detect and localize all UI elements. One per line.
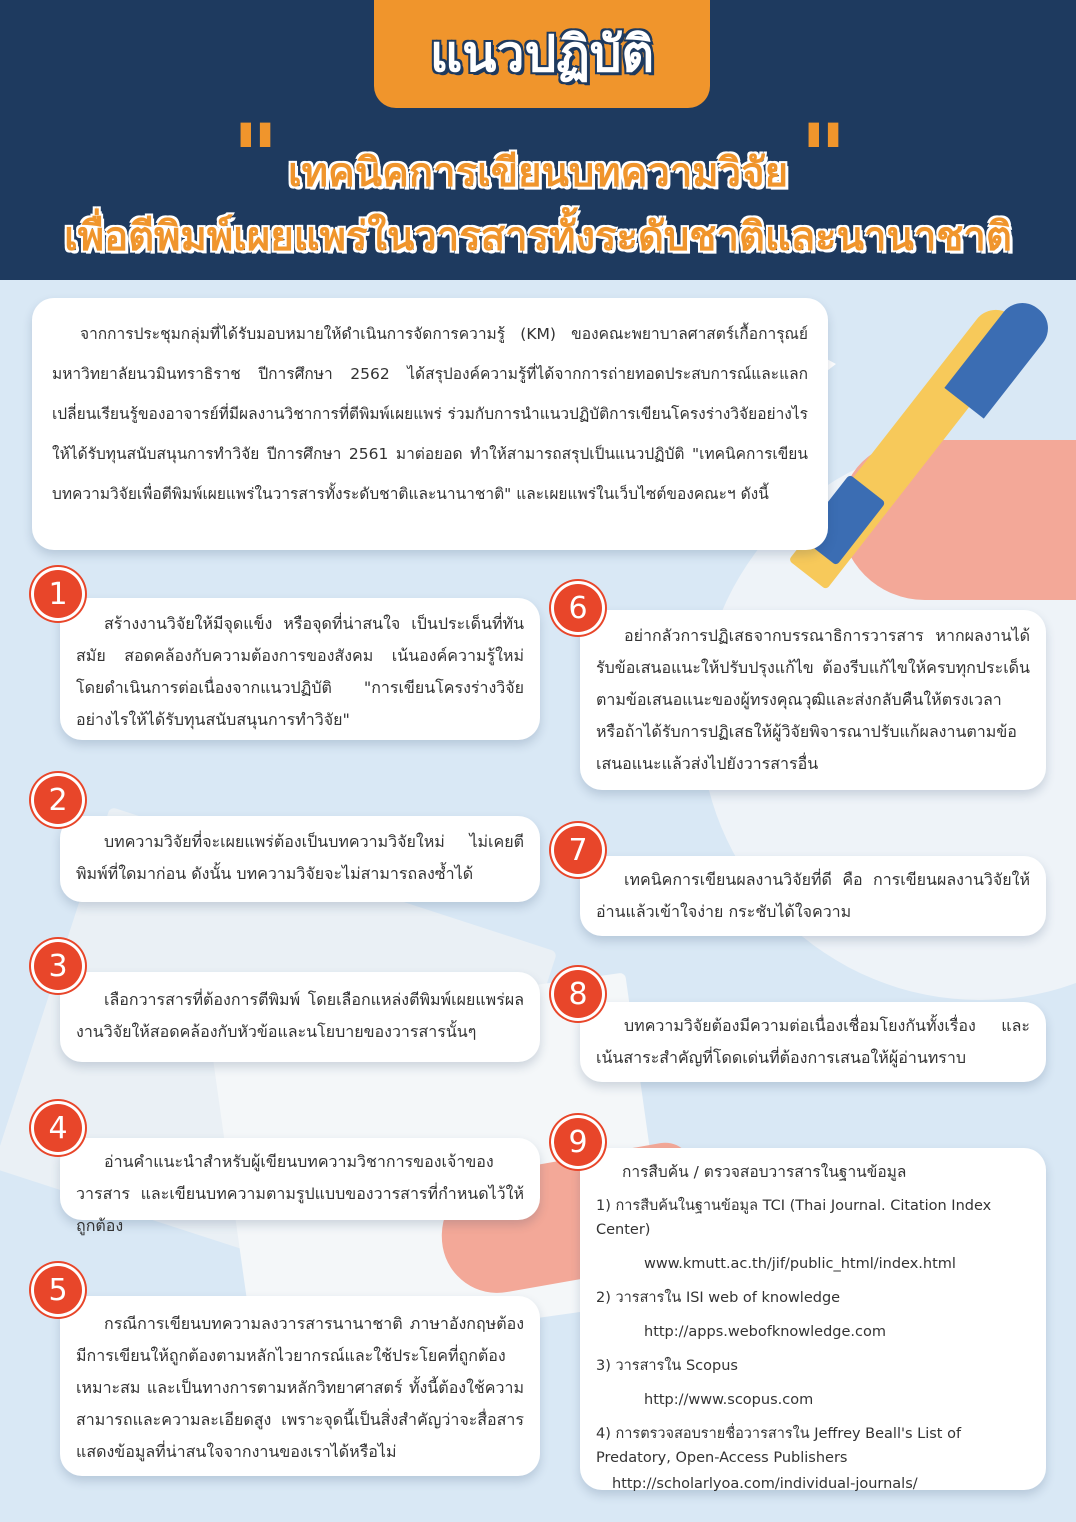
close-quote: " (800, 104, 847, 210)
item-card-3 (60, 972, 540, 1062)
item-text-8: บทความวิจัยต้องมีความต่อเนื่องเชื่อมโยงกันทั้งเรื่อง และเน้นสาระสำคัญที่โดดเด่นที่ต้องการเสนอให้ผู้อ่านทราบ (596, 1016, 1030, 1067)
headline-line1: เทคนิคการเขียนบทความวิจัย (288, 150, 788, 196)
isi-url-link[interactable]: http://apps.webofknowledge.com (644, 1324, 887, 1340)
item-text-3: เลือกวารสารที่ต้องการตีพิมพ์ โดยเลือกแหล่งตีพิมพ์เผยแพร่ผลงานวิจัยให้สอดคล้องกับหัวข้อและนโยบายของวารสารนั้นๆ (76, 990, 524, 1041)
item-text-1: สร้างงานวิจัยให้มีจุดแข็ง หรือจุดที่น่าสนใจ เป็นประเด็นที่ทันสมัย สอดคล้องกับความต้องการของสังคม เน้นองค์ความรู้ใหม่ โดยดำเนินการต่อเนื่องจากแนวปฏิบัติ "การเขียนโครงร่างวิจัยอย่างไรให้ได้รับทุนสนับสนุนการทำวิจัย" (76, 614, 524, 729)
item-card-2 (60, 816, 540, 902)
item-number-9: 9 (554, 1118, 602, 1166)
intro-text: จากการประชุมกลุ่มที่ได้รับมอบหมายให้ดำเนินการจัดการความรู้ (KM) ของคณะพยาบาลศาสตร์เกื้อการุณย์ มหาวิทยาลัยนวมินทราธิราช ปีการศึกษา 2562 ได้สรุปองค์ความรู้ที่ได้จากการถ่ายทอดประสบการณ์และแลกเปลี่ยนเรียนรู้ของอาจารย์ที่มีผลงานวิชาการที่ตีพิมพ์เผยแพร่ ร่วมกับการนำแนวปฏิบัติการเขียนโครงร่างวิจัยอย่างไรให้ได้รับทุนสนับสนุนการทำวิจัย ปีการศึกษา 2561 มาต่อยอด ทำให้สามารถสรุปเป็นแนวปฏิบัติ "เทคนิคการเขียนบทความวิจัยเพื่อตีพิมพ์เผยแพร่ในวารสารทั้งระดับชาติและนานาชาติ" และเผยแพร่ในเว็บไซต์ของคณะฯ ดังนี้ (52, 325, 808, 503)
tci-url-link[interactable]: www.kmutt.ac.th/jif/public_html/index.html (644, 1256, 956, 1272)
item-number-5: 5 (34, 1266, 82, 1314)
beall-url-link[interactable]: http://scholarlyoa.com/individual-journals/ (612, 1476, 918, 1492)
item-card-9 (580, 1148, 1046, 1490)
item-card-6 (580, 610, 1046, 790)
item-card-1 (60, 598, 540, 740)
item-card-7 (580, 856, 1046, 936)
scopus-url-link[interactable]: http://www.scopus.com (644, 1392, 814, 1408)
item-card-8 (580, 1002, 1046, 1082)
scopus-label: 3) วารสารใน Scopus (596, 1358, 738, 1374)
title-tab (374, 0, 710, 108)
item-text-2: บทความวิจัยที่จะเผยแพร่ต้องเป็นบทความวิจัยใหม่ ไม่เคยตีพิมพ์ที่ใดมาก่อน ดังนั้น บทความวิจัยจะไม่สามารถลงซ้ำได้ (76, 832, 524, 883)
headline-line2: เพื่อตีพิมพ์เผยแพร่ในวารสารทั้งระดับชาติและนานาชาติ (64, 214, 1012, 260)
item-number-2: 2 (34, 776, 82, 824)
item-text-7: เทคนิคการเขียนผลงานวิจัยที่ดี คือ การเขียนผลงานวิจัยให้อ่านแล้วเข้าใจง่าย กระชับได้ใจความ (596, 870, 1030, 921)
item-number-3: 3 (34, 942, 82, 990)
item9-title: การสืบค้น / ตรวจสอบวารสารในฐานข้อมูล (622, 1163, 907, 1181)
header-banner (0, 0, 1076, 280)
item-text-5: กรณีการเขียนบทความลงวารสารนานาชาติ ภาษาอังกฤษต้องมีการเขียนให้ถูกต้องตามหลักไวยากรณ์และใช้ประโยคที่ถูกต้องเหมาะสม และเป็นทางการตามหลักวิทยาศาสตร์ ทั้งนี้ต้องใช้ความสามารถและความละเอียดสูง เพราะจุดนี้เป็นสิ่งสำคัญว่าจะสื่อสารแสดงข้อมูลที่น่าสนใจจากงานของเราได้หรือไม่ (76, 1314, 524, 1461)
item-text-4: อ่านคำแนะนำสำหรับผู้เขียนบทความวิชาการของเจ้าของวารสาร และเขียนบทความตามรูปแบบของวารสารที่กำหนดไว้ให้ถูกต้อง (76, 1152, 524, 1235)
beall-label: 4) การตรวจสอบรายชื่อวารสารใน Jeffrey Beall's List of Predatory, Open-Access Publishers (596, 1426, 962, 1466)
tci-label: 1) การสืบค้นในฐานข้อมูล TCI (Thai Journal. Citation Index Center) (596, 1198, 992, 1238)
item-number-7: 7 (554, 826, 602, 874)
item-number-1: 1 (34, 570, 82, 618)
item-card-5 (60, 1296, 540, 1476)
isi-label: 2) วารสารใน ISI web of knowledge (596, 1290, 841, 1306)
item-number-8: 8 (554, 970, 602, 1018)
item-card-4 (60, 1138, 540, 1235)
tab-title: แนวปฏิบัติ (430, 24, 654, 83)
intro-speech-bubble (32, 298, 828, 550)
open-quote: " (232, 104, 279, 210)
item-number-4: 4 (34, 1104, 82, 1152)
item-text-6: อย่ากลัวการปฏิเสธจากบรรณาธิการวารสาร หากผลงานได้รับข้อเสนอแนะให้ปรับปรุงแก้ไข ต้องรีบแก้ไขให้ครบทุกประเด็นตามข้อเสนอแนะของผู้ทรงคุณวุฒิและส่งกลับคืนให้ตรงเวลา หรือถ้าได้รับการปฏิเสธให้ผู้วิจัยพิจารณาปรับแก้ผลงานตามข้อเสนอแนะแล้วส่งไปยังวารสารอื่น (596, 626, 1030, 773)
item-number-6: 6 (554, 584, 602, 632)
